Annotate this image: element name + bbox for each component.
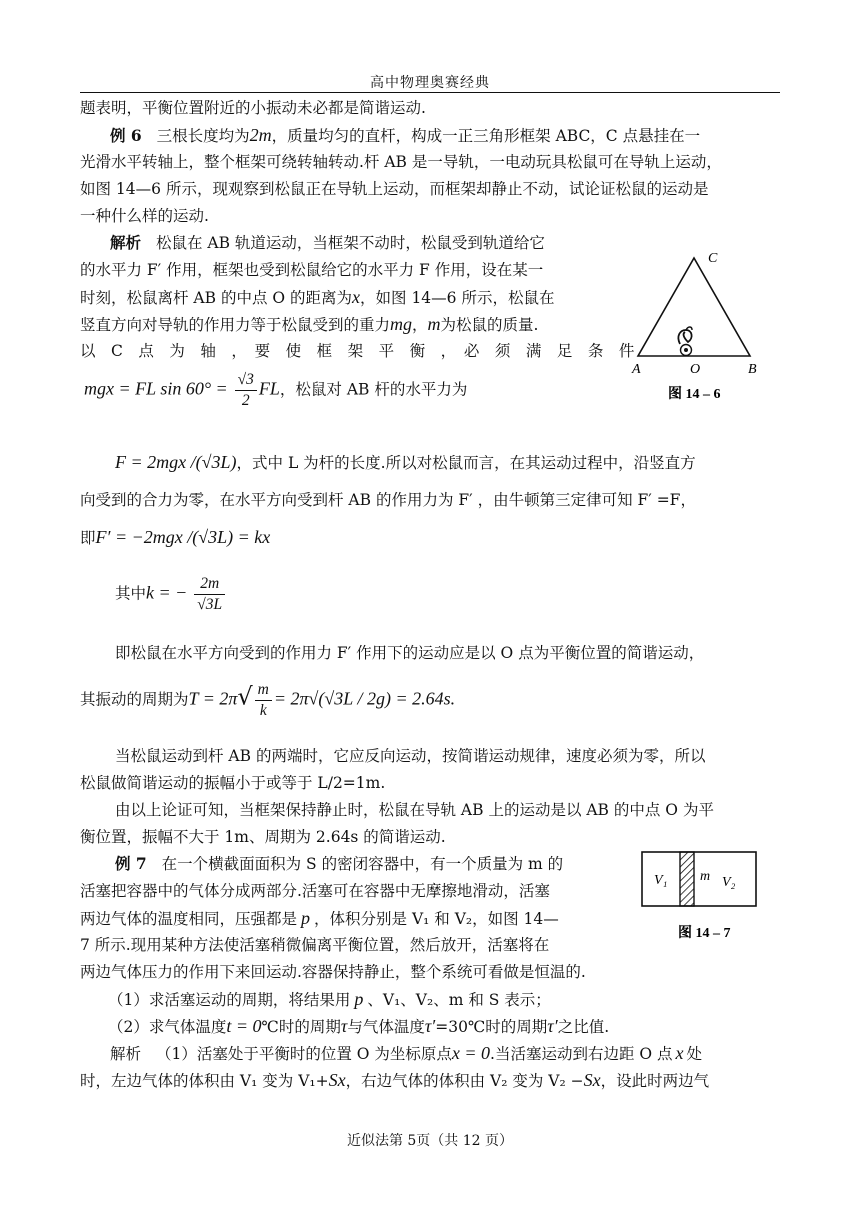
text-line: 题表明，平衡位置附近的小振动未必都是简谐运动. bbox=[80, 99, 426, 117]
text-line: 的水平力 F′ 作用，框架也受到松鼠给它的水平力 F 作用，设在某一 bbox=[80, 261, 544, 279]
text-line: 当松鼠运动到杆 AB 的两端时，它应反向运动，按简谐运动规律，速度必须为零，所以 bbox=[115, 747, 706, 765]
text-line: 7 所示.现用某种方法使活塞稍微偏离平衡位置，然后放开，活塞将在 bbox=[80, 936, 550, 954]
label-C: C bbox=[708, 251, 718, 266]
example-6-label: 例 6 bbox=[110, 126, 142, 145]
fraction-sqrt3-over-2: $\frac{√3}{2}$ bbox=[235, 370, 257, 411]
label-A: A bbox=[632, 362, 641, 377]
text-line: 一种什么样的运动. bbox=[80, 207, 209, 225]
text-line: 即松鼠在水平方向受到的作用力 F′ 作用下的运动应是以 O 点为平衡位置的简谐运动， bbox=[115, 644, 705, 662]
figure-caption: 图 14 – 6 bbox=[668, 387, 721, 402]
page-header: 高中物理奥赛经典 bbox=[370, 75, 490, 91]
fraction-k: $\frac{2m}{√3L}$ bbox=[194, 574, 225, 615]
example-7-line: 例 7 在一个横截面面积为 S 的密闭容器中，有一个质量为 m 的 bbox=[115, 854, 564, 873]
text-line: 两边气体压力的作用下来回运动.容器保持静止，整个系统可看做是恒温的. bbox=[80, 963, 586, 981]
label-B: B bbox=[748, 362, 757, 377]
text-line: 以 C 点 为 轴 ， 要 使 框 架 平 衡 ， 必 须 满 足 条 件 bbox=[80, 342, 635, 360]
analysis-7-label: 解析 bbox=[110, 1045, 142, 1063]
page-footer: 近似法第 5页（共 12 页） bbox=[346, 1133, 514, 1149]
example-6-line: 例 6 三根长度均为2m，质量均匀的直杆，构成一正三角形框架 ABC，C 点悬挂在一 bbox=[110, 125, 701, 145]
example-7-label: 例 7 bbox=[115, 854, 147, 873]
triangle-frame bbox=[638, 258, 750, 356]
text-line: 衡位置，振幅不大于 1m、周期为 2.64s 的简谐运动. bbox=[80, 828, 446, 846]
text-line: 如图 14—6 所示，现观察到松鼠正在导轨上运动，而框架却静止不动，试论证松鼠的运动是 bbox=[80, 180, 709, 198]
question-1: （1）求活塞运动的周期，将结果用 p 、V₁、V₂、m 和 S 表示； bbox=[108, 989, 551, 1009]
question-2: （2）求气体温度t = 0℃时的周期τ与气体温度τ′=30℃时的周期τ′之比值. bbox=[108, 1016, 610, 1036]
equation-force: F = 2mgx /(√3L)，式中 L 为杆的长度.所以对松鼠而言，在其运动过程中，沿竖直方 bbox=[115, 452, 696, 472]
piston bbox=[680, 852, 694, 906]
analysis-line: 解析 松鼠在 AB 轨道运动，当框架不动时，松鼠受到轨道给它 bbox=[110, 233, 545, 252]
equation-reaction: 即F′ = −2mgx /(√3L) = kx bbox=[80, 527, 271, 547]
equation-k: 其中k = − $\frac{2m}{√3L}$ bbox=[115, 574, 227, 615]
text-line: 松鼠做简谐运动的振幅小于或等于 L/2=1m. bbox=[80, 774, 386, 792]
text-line: 竖直方向对导轨的作用力等于松鼠受到的重力mg，m为松鼠的质量. bbox=[80, 314, 539, 334]
label-O: O bbox=[690, 362, 701, 377]
figure-caption: 图 14 – 7 bbox=[678, 926, 731, 941]
fraction-m-over-k: $\frac{m}{k}$ bbox=[255, 680, 272, 721]
equation-moment: mgx = FL sin 60° = $\frac{√3}{2}$ FL，松鼠对 AB 杆的水平力为 bbox=[84, 371, 468, 409]
squirrel-icon bbox=[678, 330, 691, 344]
figure-14-7 bbox=[640, 850, 765, 945]
header-rule bbox=[80, 92, 780, 93]
text-line: 时刻，松鼠离杆 AB 的中点 O 的距离为x，如图 14—6 所示，松鼠在 bbox=[80, 287, 555, 307]
text-line: 两边气体的温度相同，压强都是 p ，体积分别是 V₁ 和 V₂，如图 14— bbox=[80, 908, 559, 928]
analysis-label: 解析 bbox=[110, 233, 142, 252]
text-line: 向受到的合力为零，在水平方向受到杆 AB 的作用力为 F′ ，由牛顿第三定律可知 F′ =F， bbox=[80, 491, 696, 509]
text-line: 由以上论证可知，当框架保持静止时，松鼠在导轨 AB 上的运动是以 AB 的中点 O 为平 bbox=[115, 801, 714, 819]
analysis-7-line: 解析 （1）活塞处于平衡时的位置 O 为坐标原点x = 0.当活塞运动到右边距 O 点 x 处 bbox=[110, 1043, 703, 1063]
text-line: 时，左边气体的体积由 V₁ 变为 V₁+Sx，右边气体的体积由 V₂ 变为 V₂ −Sx，设此时两边气 bbox=[80, 1070, 710, 1090]
label-m: m bbox=[700, 869, 711, 884]
label-V1: V₁ bbox=[654, 873, 668, 888]
text-line: 活塞把容器中的气体分成两部分.活塞可在容器中无摩擦地滑动，活塞 bbox=[80, 882, 550, 900]
equation-period: 其振动的周期为T = 2π√ $\frac{m}{k}$ = 2π√(√3L / 2g) = 2.64s. bbox=[80, 681, 456, 719]
text-line: 光滑水平转轴上，整个框架可绕转轴转动.杆 AB 是一导轨，一电动玩具松鼠可在导轨上运动， bbox=[80, 153, 722, 171]
label-V2: V₂ bbox=[722, 875, 736, 890]
figure-14-6 bbox=[628, 246, 778, 406]
